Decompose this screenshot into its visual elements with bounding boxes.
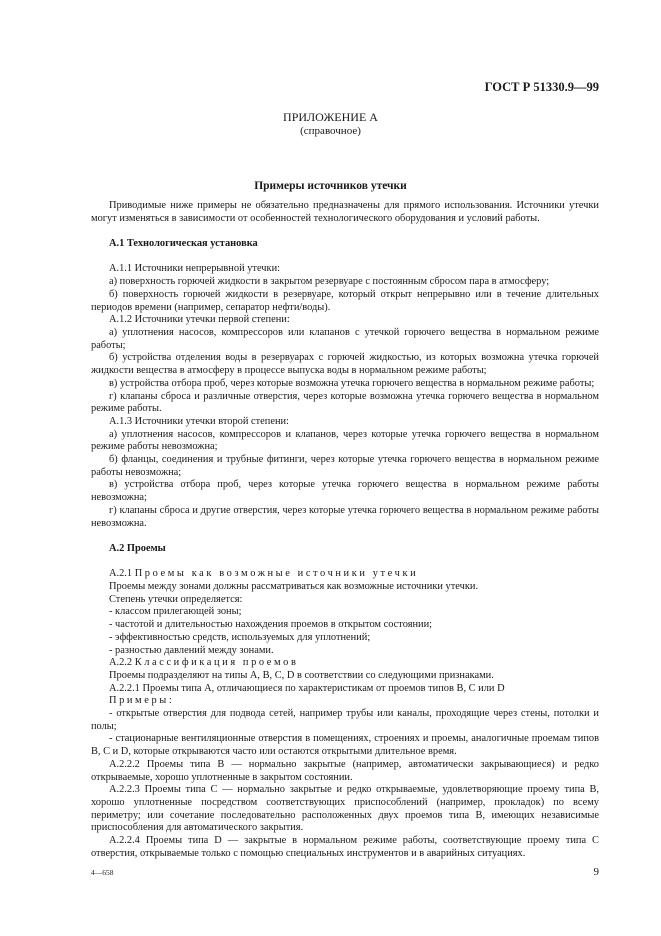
examples-label: Примеры: bbox=[109, 695, 175, 707]
paragraph: - открытые отверстия для подвода сетей, например трубы или каналы, проходящие через стены, потолки и полы; bbox=[91, 708, 599, 732]
spaced-heading: Классификация проемов bbox=[134, 657, 299, 669]
paragraph: г) клапаны сброса и другие отверстия, через которые утечка горючего вещества в нормальном режиме работы невозможна. bbox=[91, 504, 599, 529]
paragraph: А.2.2.3 Проемы типа С — нормально закрытые и редко открываемые, удовлетворяющие проему типа В, хорошо уплотненные посредством соответствующих приспособлений (например, прокладок) по всему периметру; или сочетание последовательно расположенных двух проемов типа В, имеющих независимые приспособления для автоматического закрытия. bbox=[91, 784, 599, 834]
paragraph: а) уплотнения насосов, компрессоров и клапанов, через которые утечка горючего вещества в нормальном режиме работы невозможна; bbox=[91, 428, 599, 453]
paragraph: в) устройства отбора проб, через которые утечка горючего вещества в нормальном режиме работы невозможна; bbox=[91, 479, 599, 504]
paragraph: А.2.2.2 Проемы типа В — нормально закрытые (например, автоматически закрывающиеся) и редко открываемые, хорошо уплотненные в закрытом состоянии. bbox=[91, 758, 599, 783]
main-title: Примеры источников утечки bbox=[254, 180, 407, 192]
paragraph: Проемы подразделяют на типы А, В, С, D в соответствии со следующими признаками. bbox=[109, 669, 494, 681]
paragraph: Проемы между зонами должны рассматриваться как возможные источники утечки. bbox=[109, 581, 479, 593]
paragraph: Степень утечки определяется: bbox=[109, 593, 243, 605]
paragraph: - эффективностью средств, используемых для уплотнений; bbox=[109, 631, 371, 643]
paragraph: - классом прилегающей зоны; bbox=[109, 606, 242, 618]
clause-number: А.2.2 bbox=[109, 657, 133, 669]
spaced-heading: Проемы как возможные источники утечки bbox=[134, 568, 419, 580]
paragraph bbox=[91, 568, 599, 581]
print-code: 4—658 bbox=[91, 868, 114, 877]
section-heading-a2: А.2 Проемы bbox=[109, 542, 166, 554]
paragraph: а) уплотнения насосов, компрессоров или клапанов с утечкой горючего вещества в нормальном режиме работы; bbox=[91, 327, 599, 351]
paragraph: б) фланцы, соединения и трубные фитинги, через которые утечка горючего вещества в нормальном режиме работы невозможна; bbox=[91, 454, 599, 478]
paragraph: - разностью давлений между зонами. bbox=[109, 644, 274, 656]
paragraph: а) поверхность горючей жидкости в закрытом резервуаре с постоянным сбросом пара в атмосферу; bbox=[109, 276, 550, 288]
paragraph: б) поверхность горючей жидкости в резервуаре, который открыт непрерывно или в течение длительных периодов времени (например, сепаратор нефти/воды). bbox=[91, 288, 599, 313]
intro-paragraph: Приводимые ниже примеры не обязательно предназначены для прямого использования. Источники утечки могут изменяться в зависимости от особенностей технологического оборудования и условий работы. bbox=[91, 200, 599, 224]
paragraph: г) клапаны сброса и различные отверстия, через которые возможна утечка горючего вещества в нормальном режиме работы. bbox=[91, 390, 599, 415]
paragraph: А.1.1 Источники непрерывной утечки: bbox=[109, 263, 281, 275]
paragraph: - частотой и длительностью нахождения проемов в открытом состоянии; bbox=[109, 619, 433, 631]
appendix-title: ПРИЛОЖЕНИЕ А bbox=[283, 110, 378, 124]
paragraph: А.1.2 Источники утечки первой степени: bbox=[109, 314, 290, 326]
paragraph: в) устройства отбора проб, через которые возможна утечка горючего вещества в нормальном режиме работы; bbox=[109, 377, 595, 389]
paragraph: А.2.2.1 Проемы типа А, отличающиеся по характеристикам от проемов типов В, С или D bbox=[109, 682, 505, 694]
page-number: 9 bbox=[593, 866, 599, 878]
section-heading-a1: А.1 Технологическая установка bbox=[109, 238, 258, 250]
appendix-subtitle: (справочное) bbox=[300, 125, 361, 137]
paragraph bbox=[91, 657, 599, 670]
paragraph: - стационарные вентиляционные отверстия в помещениях, строениях и проемы, аналогичные проемам типов В, С и D, которые открываются часто или остаются открытыми длительное время. bbox=[91, 733, 599, 758]
paragraph: б) устройства отделения воды в резервуарах с горючей жидкостью, из которых возможна утечка горючей жидкости вещества в атмосферу в процессе выпуска воды в нормальном режиме работы; bbox=[91, 352, 599, 377]
standard-number: ГОСТ Р 51330.9—99 bbox=[484, 80, 599, 94]
paragraph: А.1.3 Источники утечки второй степени: bbox=[109, 415, 289, 427]
clause-number: А.2.1 bbox=[109, 568, 133, 580]
document-body bbox=[91, 200, 599, 861]
paragraph: А.2.2.4 Проемы типа D — закрытые в нормальном режиме работы, соответствующие проему типа С отверстия, открываемые только с помощью специальных инструментов и в аварийных ситуациях. bbox=[91, 835, 599, 859]
